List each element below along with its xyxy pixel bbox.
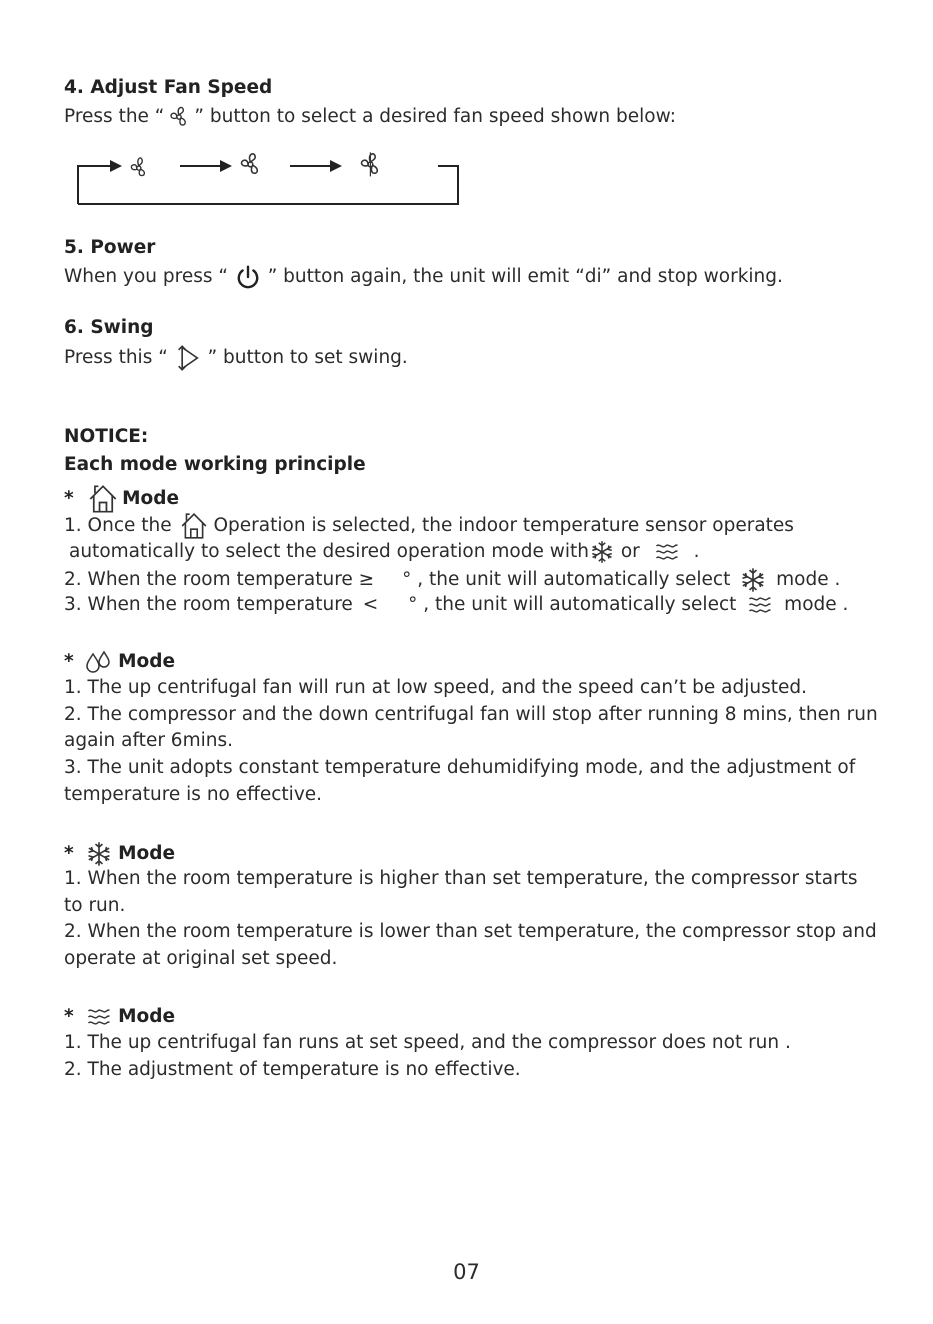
cool-mode-heading [64, 840, 175, 868]
auto-line2-or: or [620, 541, 640, 562]
house-icon [86, 484, 120, 514]
auto-line4-b: , the unit will automatically select [423, 594, 737, 615]
heat-mode-line: 2. The adjustment of temperature is no effective. [64, 1059, 521, 1080]
heat-mode-heading [64, 1005, 175, 1029]
dry-mode-star: * [64, 651, 74, 672]
dry-mode-line: again after 6mins. [64, 730, 233, 751]
house-icon [178, 512, 210, 540]
notice-title: NOTICE: [64, 426, 149, 447]
auto-line4-lt: < [362, 594, 379, 615]
power-icon [234, 264, 262, 290]
power-heading: 5. Power [64, 237, 156, 258]
swing-heading: 6. Swing [64, 317, 154, 338]
fan-speed-instruction [64, 104, 676, 130]
droplets-icon [84, 650, 114, 674]
auto-line3-deg: ° [402, 569, 412, 590]
auto-mode-star: * [64, 488, 74, 509]
snowflake-icon [84, 840, 114, 868]
swing-icon [174, 344, 202, 372]
cool-mode-line: 1. When the room temperature is higher than set temperature, the compressor starts [64, 868, 858, 889]
auto-mode-label: Mode [122, 488, 180, 509]
auto-line4-a: 3. When the room temperature [64, 594, 353, 615]
swing-text-after: ” button to set swing. [201, 347, 408, 368]
notice-subtitle: Each mode working principle [64, 454, 366, 475]
auto-line4-deg: ° [408, 594, 418, 615]
auto-line2-end: . [693, 541, 700, 562]
auto-line3-c: mode . [776, 569, 841, 590]
auto-line1-b: Operation is selected, the indoor temperature sensor operates [213, 515, 794, 536]
fan-low-speed-icon [131, 158, 144, 176]
cool-mode-line: to run. [64, 895, 126, 916]
fan-speed-heading: 4. Adjust Fan Speed [64, 77, 273, 98]
power-text-before: When you press “ [64, 266, 234, 287]
heat-mode-label: Mode [118, 1006, 176, 1027]
heat-waves-icon [744, 593, 776, 617]
cool-mode-star: * [64, 843, 74, 864]
auto-line1-a: 1. Once the [64, 515, 178, 536]
dry-mode-line: temperature is no effective. [64, 784, 323, 805]
dry-mode-heading [64, 650, 175, 674]
dry-mode-line: 2. The compressor and the down centrifugal fan will stop after running 8 mins, then run [64, 704, 878, 725]
auto-line2-a: automatically to select the desired operation mode with [69, 541, 589, 562]
cool-mode-label: Mode [118, 843, 176, 864]
cool-mode-line: operate at original set speed. [64, 948, 338, 969]
auto-line3-a: 2. When the room temperature ≥ [64, 569, 375, 590]
power-instruction [64, 264, 783, 290]
dry-mode-label: Mode [118, 651, 176, 672]
heat-mode-line: 1. The up centrifugal fan runs at set speed, and the compressor does not run . [64, 1032, 791, 1053]
auto-mode-line-1 [64, 512, 794, 540]
auto-line3-b: , the unit will automatically select [417, 569, 731, 590]
fan-icon [164, 104, 194, 130]
page-number: 07 [453, 1260, 480, 1284]
auto-line4-c: mode . [784, 594, 849, 615]
fan-medium-speed-icon [242, 154, 258, 173]
auto-mode-line-3 [64, 566, 840, 594]
swing-text-before: Press this “ [64, 347, 174, 368]
fan-speed-text-after: ” button to select a desired fan speed shown below: [194, 106, 676, 127]
fan-speed-cycle-diagram [70, 148, 470, 210]
heat-waves-icon [84, 1005, 114, 1029]
swing-instruction [64, 344, 408, 372]
cool-mode-line: 2. When the room temperature is lower than set temperature, the compressor stop and [64, 921, 877, 942]
fan-high-speed-icon [362, 152, 378, 176]
dry-mode-line: 3. The unit adopts constant temperature dehumidifying mode, and the adjustment of [64, 757, 856, 778]
heat-waves-icon [652, 540, 682, 564]
snowflake-icon [589, 539, 615, 565]
dry-mode-line: 1. The up centrifugal fan will run at low speed, and the speed can’t be adjusted. [64, 677, 807, 698]
auto-mode-heading [64, 484, 179, 514]
power-text-after: ” button again, the unit will emit “di” and stop working. [261, 266, 783, 287]
heat-mode-star: * [64, 1006, 74, 1027]
snowflake-icon [738, 566, 768, 594]
auto-mode-line-4 [64, 593, 848, 617]
fan-speed-text-before: Press the “ [64, 106, 165, 127]
auto-mode-line-2 [69, 539, 699, 565]
